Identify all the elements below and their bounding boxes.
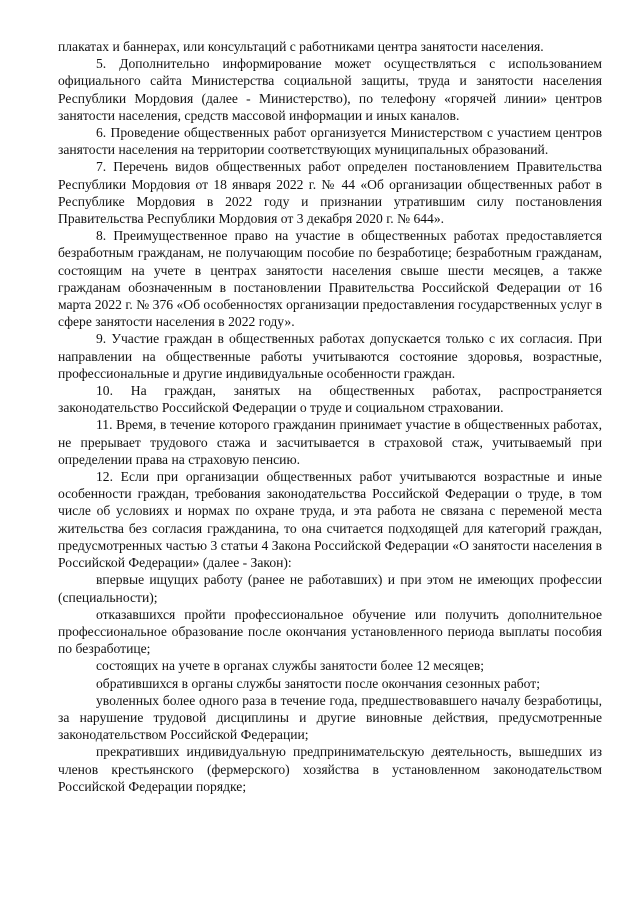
- list-item-registered-12-months: состоящих на учете в органах службы занятости более 12 месяцев;: [96, 658, 485, 674]
- paragraph-8-priority-right: 8. Преимущественное право на участие в общественных работах предоставляется безработным гражданам, не получающим пособие по безработице; безработным гражданам, состоящим на учете в центрах занятости населения свыше шести месяцев, а также гражданам обозначенным в постановлении Правительства Российской Федерации от 16 марта 2022 г. № 376 «Об особенностях организации предоставления государственных услуг в сфере занятости населения в 2022 году».: [58, 228, 602, 330]
- document-body: [58, 38, 602, 795]
- paragraph-11-seniority: 11. Время, в течение которого гражданин принимает участие в общественных работах, не прерывает трудового стажа и засчитывается в страховой стаж, учитываемый при определении права на страховую пенсию.: [58, 417, 602, 467]
- list-item-refused-training: отказавшихся пройти профессиональное обучение или получить дополнительное профессиональное образование после окончания установленного периода выплаты пособия по безработице;: [58, 606, 602, 657]
- list-item-ceased-business: прекративших индивидуальную предпринимательскую деятельность, вышедших из членов крестьянского (фермерского) хозяйства в установленном законодательством Российской Федерации порядке;: [58, 744, 602, 794]
- paragraph-continuation: плакатах и баннерах, или консультаций с работниками центра занятости населения.: [58, 39, 544, 54]
- paragraph-10-labor-law: 10. На граждан, занятых на общественных работах, распространяется законодательство Российской Федерации о труде и социальном страховании.: [58, 383, 602, 416]
- paragraph-6-organization: 6. Проведение общественных работ организуется Министерством с участием центров занятости населения на территории соответствующих муниципальных образований.: [58, 125, 602, 158]
- paragraph-5-informing: 5. Дополнительно информирование может осуществляться с использованием официального сайта Министерства социальной защиты, труда и занятости населения Республики Мордовия (далее - Министерство), по телефону «горячей линии» центров занятости населения, средств массовой информации и иных каналов.: [58, 56, 602, 123]
- list-item-after-seasonal-work: обратившихся в органы службы занятости после окончания сезонных работ;: [96, 675, 541, 691]
- paragraph-9-consent: 9. Участие граждан в общественных работах допускается только с их согласия. При направлении на общественные работы учитываются состояние здоровья, возрастные, профессиональные и другие индивидуальные особенности граждан.: [58, 331, 602, 381]
- paragraph-12-suitable-work: 12. Если при организации общественных работ учитываются возрастные и иные особенности граждан, требования законодательства Российской Федерации о труде, в том числе об условиях и нормах по охране труда, и эта работа не связана с переменой места жительства без согласия гражданина, то она считается подходящей для категорий граждан, предусмотренных частью 3 статьи 4 Закона Российской Федерации «О занятости населения в Российской Федерации» (далее - Закон):: [58, 469, 602, 571]
- list-item-first-time-seekers: впервые ищущих работу (ранее не работавших) и при этом не имеющих профессии (специальности);: [58, 572, 602, 605]
- list-item-dismissed-repeatedly: уволенных более одного раза в течение года, предшествовавшего началу безработицы, за нарушение трудовой дисциплины и другие виновные действия, предусмотренные законодательством Российской Федерации;: [58, 692, 602, 743]
- paragraph-7-work-types: 7. Перечень видов общественных работ определен постановлением Правительства Республики Мордовия от 18 января 2022 г. № 44 «Об организации общественных работ в Республике Мордовия в 2022 году и признании утратившим силу постановления Правительства Республики Мордовия от 3 декабря 2020 г. № 644».: [58, 159, 602, 227]
